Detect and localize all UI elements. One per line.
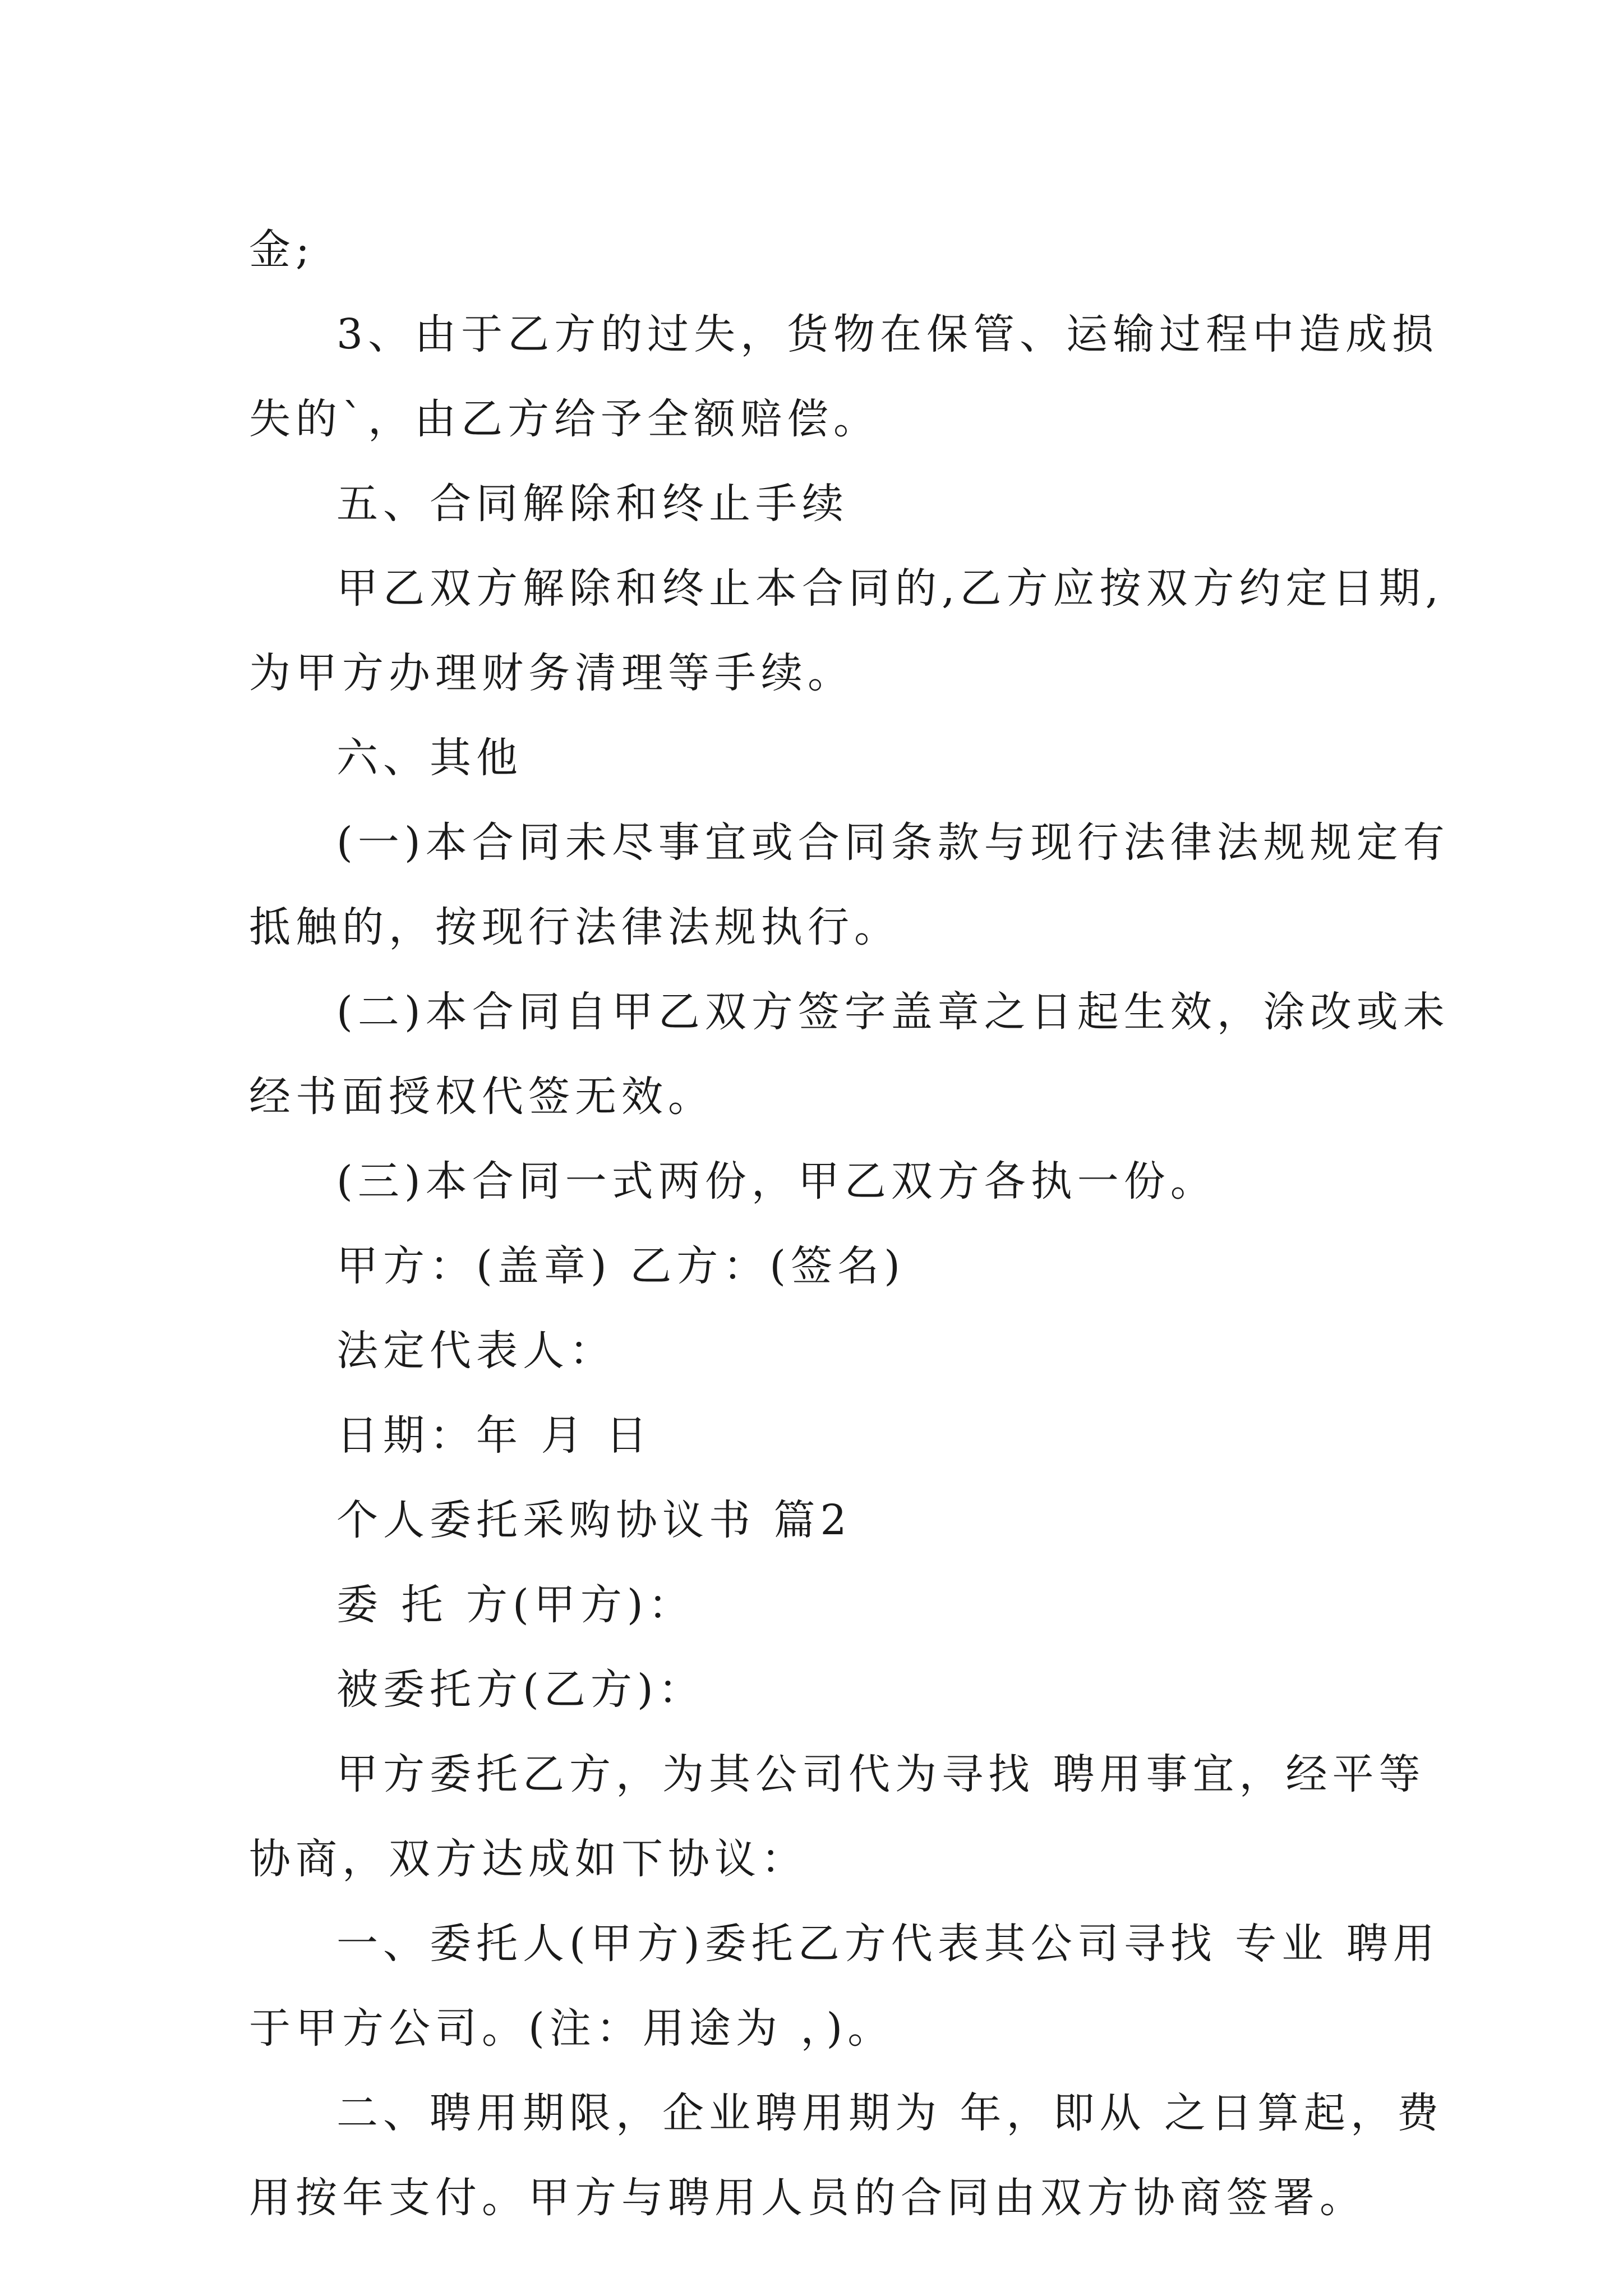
- section-heading: 六、其他: [336, 734, 523, 782]
- text-line: 经书面授权代签无效。: [249, 1073, 714, 1121]
- text-line: 二、聘用期限，企业聘用期为 年，即从 之日算起，费: [336, 2089, 1444, 2137]
- party-b-line: 被委托方(乙方)：: [336, 1665, 705, 1714]
- text-line: 金;: [249, 226, 315, 274]
- signature-line: 甲方：(盖章) 乙方：(签名): [336, 1242, 906, 1290]
- text-line: (一)本合同未尽事宜或合同条款与现行法律法规规定有: [336, 818, 1450, 867]
- legal-representative-line: 法定代表人：: [336, 1327, 616, 1375]
- text-line: 失的`，由乙方给予全额赔偿。: [249, 395, 880, 443]
- text-line: (二)本合同自甲乙双方签字盖章之日起生效，涂改或未: [336, 988, 1450, 1036]
- text-line: 于甲方公司。(注：用途为 ，)。: [249, 2004, 895, 2053]
- text-line: 甲乙双方解除和终止本合同的,乙方应按双方约定日期,: [336, 564, 1444, 613]
- document-body: [249, 208, 1450, 2240]
- text-line: 用按年支付。甲方与聘用人员的合同由双方协商签署。: [249, 2174, 1366, 2222]
- text-line: 一、委托人(甲方)委托乙方代表其公司寻找 专业 聘用: [336, 1920, 1440, 1968]
- text-line: 协商，双方达成如下协议：: [249, 1835, 808, 1883]
- text-line: 抵触的，按现行法律法规执行。: [249, 903, 901, 951]
- text-line: 3、由于乙方的过失，货物在保管、运输过程中造成损: [336, 310, 1439, 358]
- date-line: 日期：年 月 日: [336, 1411, 653, 1460]
- document-title: 个人委托采购协议书 篇2: [336, 1496, 852, 1544]
- text-line: 为甲方办理财务清理等手续。: [249, 649, 854, 697]
- text-line: (三)本合同一式两份，甲乙双方各执一份。: [336, 1157, 1217, 1205]
- party-a-line: 委 托 方(甲方)：: [336, 1581, 695, 1629]
- section-heading: 五、合同解除和终止手续: [336, 480, 849, 528]
- text-line: 甲方委托乙方，为其公司代为寻找 聘用事宜，经平等: [336, 1750, 1426, 1798]
